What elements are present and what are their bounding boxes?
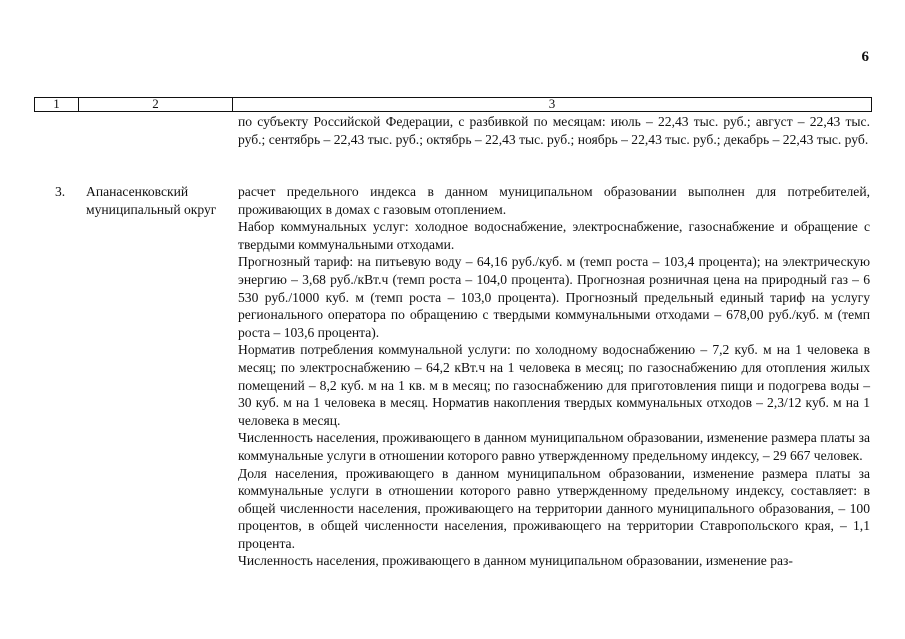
paragraph-calculation: расчет предельного индекса в данном муниципальном образовании выполнен для потребителей, проживающих в домах с газовым отоплением. [238, 184, 870, 217]
paragraph-population-count: Численность населения, проживающего в данном муниципальном образовании, изменение размера платы за коммунальные услуги в отношении которого равно утвержденному предельному индексу, – 29 667 человек. [238, 430, 870, 463]
paragraph-consumption-norms: Норматив потребления коммунальной услуги: по холодному водоснабжению – 7,2 куб. м на 1 человека в месяц; по электроснабжению – 64,2 кВт.ч на 1 человека в месяц; по газоснабжению для отопления жилых помещений – 8,2 куб. м на 1 кв. м в месяц; по газоснабжению для приготовления пищи и подогрева воды – 30 куб. м на 1 человека в месяц. Норматив накопления твердых коммунальных отходов – 2,3/12 куб. м на 1 человека в месяц. [238, 342, 870, 428]
paragraph-population-share: Доля населения, проживающего в данном муниципальном образовании, изменение размера платы за коммунальные услуги в отношении которого равно утвержденному предельному индексу, составляет: в общей численности населения, проживающего на территории данного муниципального образования, – 100 процентов, в общей численности населения, проживающего на территории Ставропольского края, – 1,1 процента. [238, 465, 870, 551]
row-municipality-name: Апанасенковский муниципальный округ [86, 184, 217, 217]
table-header-row [34, 97, 872, 112]
paragraph-tariffs: Прогнозный тариф: на питьевую воду – 64,16 руб./куб. м (темп роста – 103,4 процента); на электрическую энергию – 3,68 руб./кВт.ч (темп роста – 104,0 процента). Прогнозная розничная цена на природный газ – 6 530 руб./1000 куб. м (темп роста – 103,0 процента). Прогнозный предельный единый тариф на услугу регионального оператора по обращению с твердыми коммунальными отходами – 678,00 руб./куб. м (темп роста – 103,6 процента). [238, 254, 870, 340]
continuation-cell [238, 113, 870, 148]
paragraph-population-continued: Численность населения, проживающего в данном муниципальном образовании, изменение раз- [238, 553, 793, 569]
row-description-cell [238, 183, 870, 570]
continuation-paragraph: по субъекту Российской Федерации, с разбивкой по месяцам: июль – 22,43 тыс. руб.; август – 22,43 тыс. руб.; сентябрь – 22,43 тыс. руб.; октябрь – 22,43 тыс. руб.; ноябрь – 22,43 тыс. руб.; декабрь – 22,43 тыс. руб. [238, 114, 870, 147]
row-number: 3. [55, 184, 66, 199]
table-header-col-2: 2 [79, 98, 233, 111]
paragraph-services-set: Набор коммунальных услуг: холодное водоснабжение, электроснабжение, газоснабжение и обращение с твердыми коммунальными отходами. [238, 219, 870, 252]
page-number: 6 [861, 49, 869, 65]
table-header-col-3: 3 [548, 96, 556, 111]
table-header-col-1: 1 [35, 98, 79, 111]
